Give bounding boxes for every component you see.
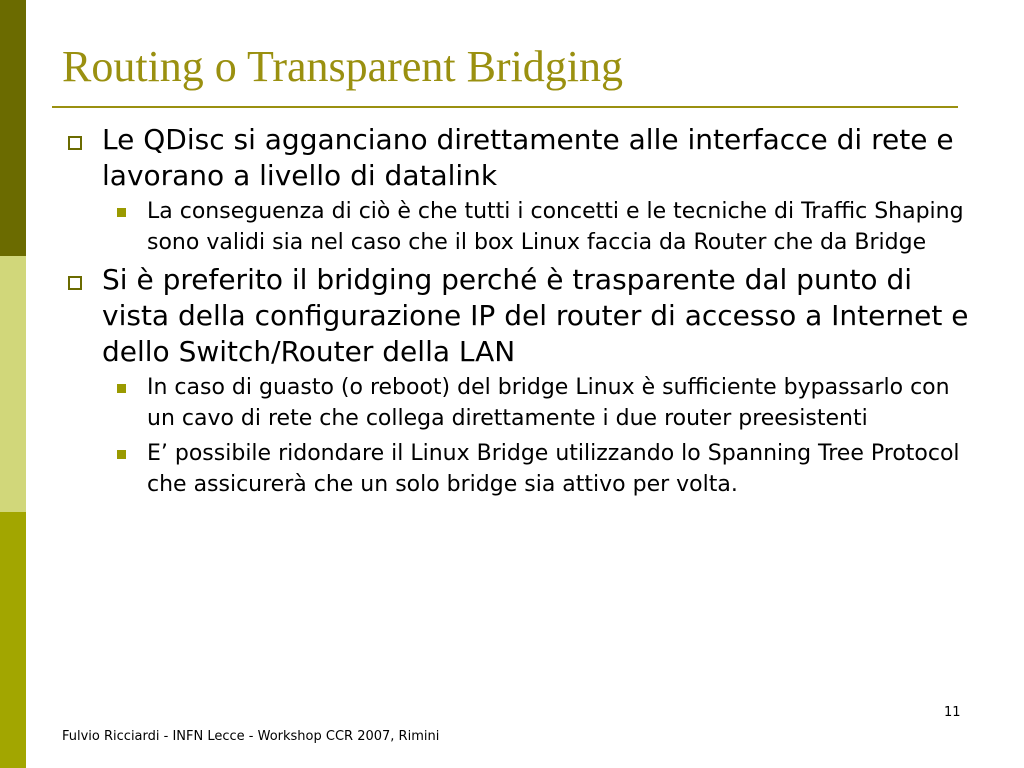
side-bar-middle-segment xyxy=(0,256,26,512)
filled-square-bullet-icon xyxy=(117,384,126,393)
filled-square-bullet-icon xyxy=(117,208,126,217)
hollow-square-bullet-icon xyxy=(68,276,82,290)
side-bar-top-segment xyxy=(0,0,26,256)
sub-bullet-item xyxy=(62,438,972,500)
page-number: 11 xyxy=(944,705,961,720)
sub-bullet-text: In caso di guasto (o reboot) del bridge Linux è sufficiente bypassarlo con un cavo di rete che collega direttamente i due router preesistenti xyxy=(147,375,950,431)
slide-body xyxy=(62,122,972,504)
bullet-text: Le QDisc si agganciano direttamente alle interfacce di rete e lavorano a livello di datalink xyxy=(102,123,954,192)
sub-bullet-item xyxy=(62,372,972,434)
title-underline xyxy=(52,106,958,108)
bullet-text: Si è preferito il bridging perché è trasparente dal punto di vista della configurazione IP del router di accesso a Internet e dello Switch/Router della LAN xyxy=(102,263,969,368)
side-bar-bottom-segment xyxy=(0,512,26,768)
sub-bullet-item xyxy=(62,196,972,258)
filled-square-bullet-icon xyxy=(117,450,126,459)
hollow-square-bullet-icon xyxy=(68,136,82,150)
side-accent-bar xyxy=(0,0,26,768)
slide-title: Routing o Transparent Bridging xyxy=(62,42,624,91)
sub-bullet-text: E’ possibile ridondare il Linux Bridge utilizzando lo Spanning Tree Protocol che assicurerà che un solo bridge sia attivo per volta. xyxy=(147,441,960,497)
sub-bullet-text: La conseguenza di ciò è che tutti i concetti e le tecniche di Traffic Shaping sono validi sia nel caso che il box Linux faccia da Router che da Bridge xyxy=(147,199,964,255)
bullet-item xyxy=(62,122,972,194)
bullet-item xyxy=(62,262,972,370)
slide-footer: Fulvio Ricciardi - INFN Lecce - Workshop CCR 2007, Rimini xyxy=(62,729,440,744)
